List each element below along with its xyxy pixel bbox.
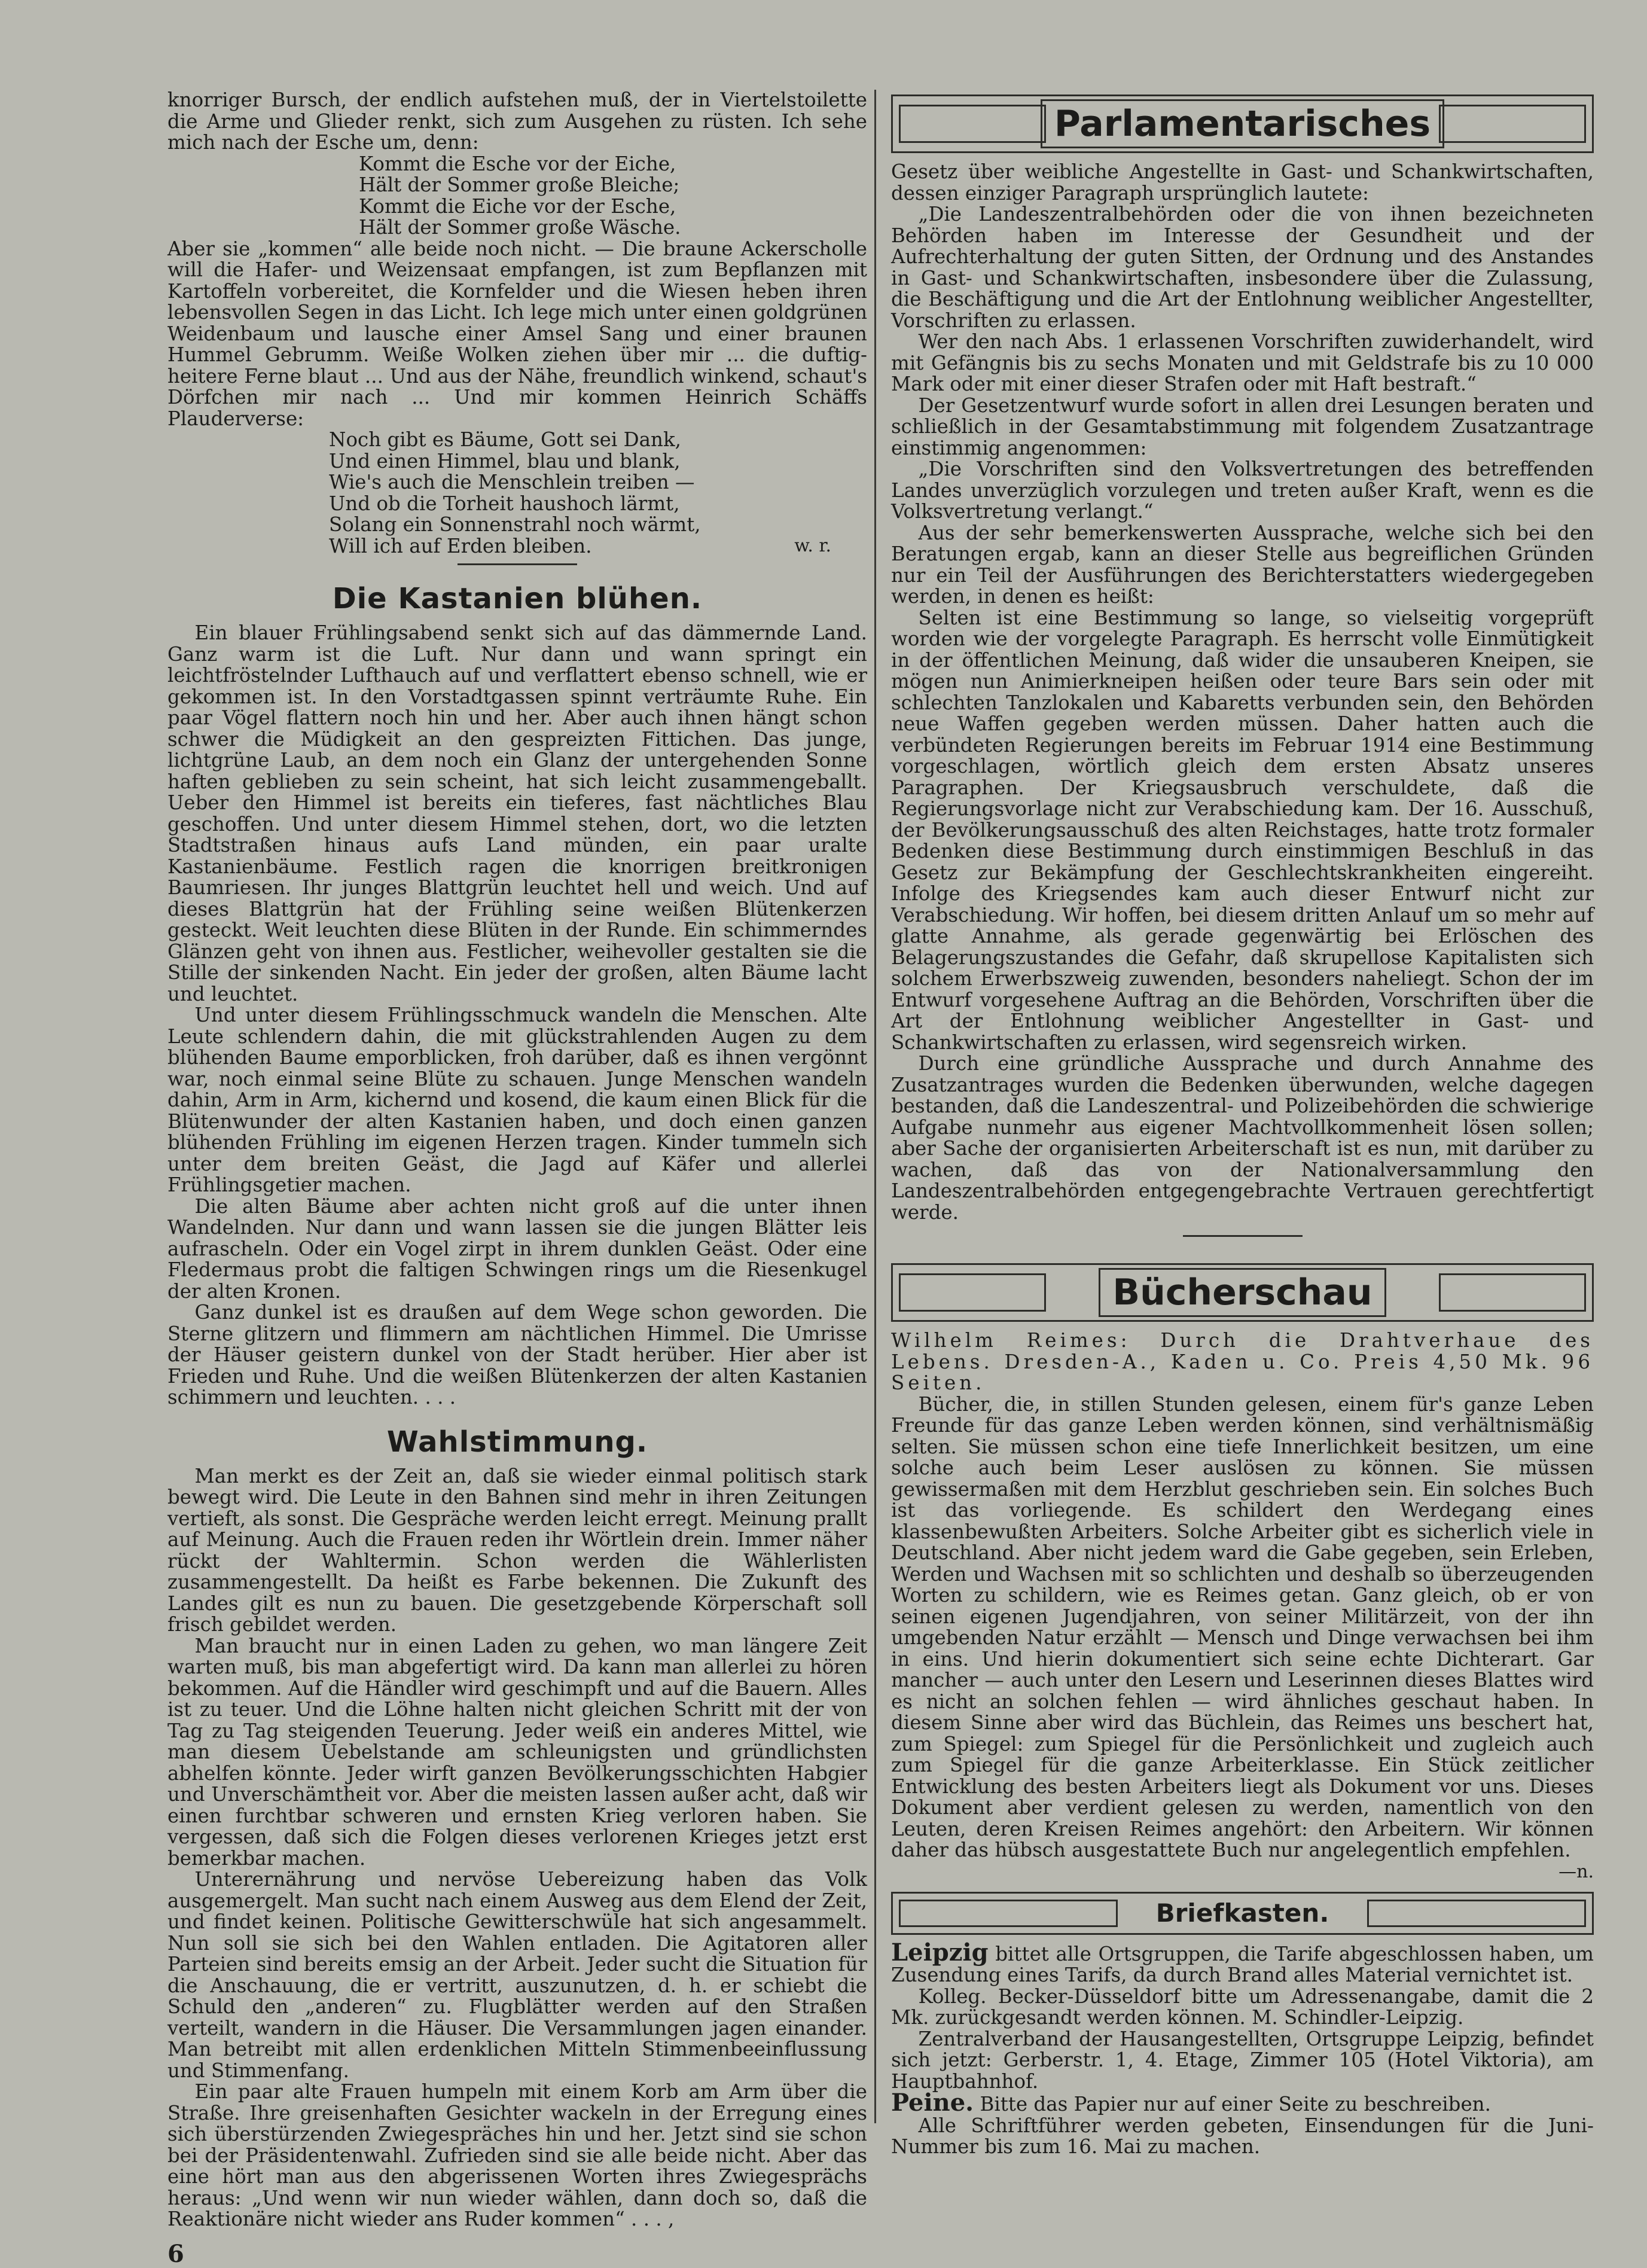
verse-line: Und ob die Torheit haushoch lärmt,	[329, 492, 680, 515]
paragraph: Man braucht nur in einen Laden zu gehen, wo man längere Zeit warten muß, bis man abgefertigt wird. Da kann man allerlei zu hören bekommen. Auf die Händler wird geschimpft und auf die Bauern. Alles ist zu teuer. Und die Löhne halten nicht gleichen Schritt mit der von Tag zu Tag steigenden Teuerung. Jeder weiß ein anderes Mittel, wie man diesem Uebelstande am schleunigsten und gründlichsten abhelfen könnte. Jeder wirft ganzen Bevölkerungsschichten Habgier und Unverschämtheit vor. Aber die meisten lassen außer acht, daß wir einen furchtbar schweren und ernsten Krieg verloren haben. Sie vergessen, daß sich die Folgen dieses verlorenen Krieges jetzt erst bemerkbar machen.	[167, 1634, 867, 1870]
verse-line: Hält der Sommer große Bleiche;	[359, 173, 680, 196]
verse-line: Wie's auch die Menschlein treiben —	[329, 471, 695, 493]
intro-paragraph: knorriger Bursch, der endlich aufstehen muß, der in Viertelstoilette die Arme und Glieder renkt, sich zum Ausgehen zu rüsten. Ich sehe mich nach der Esche um, denn:	[167, 89, 867, 154]
verse-line: Kommt die Eiche vor der Esche,	[359, 194, 676, 218]
verse-line: Solang ein Sonnenstrahl noch wärmt,	[329, 513, 701, 536]
paragraph: Der Gesetzentwurf wurde sofort in allen drei Lesungen beraten und schließlich in der Gesamtabstimmung mit folgendem Zusatzantrage einstimmig angenommen:	[891, 394, 1594, 459]
heading-wahlstimmung: Wahlstimmung.	[386, 1425, 648, 1459]
entry-text: Kolleg. Becker-Düsseldorf bitte um Adressenangabe, damit die 2 Mk. zurückgesandt werden können. M. Schindler-Leipzig.	[891, 1984, 1594, 2029]
header-frame-right	[1439, 105, 1586, 143]
header-frame-right	[1439, 1273, 1586, 1312]
section-title: Briefkasten.	[1155, 1898, 1329, 1928]
book-citation: Wilhelm Reimes: Durch die Drahtverhaue des Lebens. Dresden-A., Kaden u. Co. Preis 4,50 Mk. 96 Seiten.	[891, 1329, 1594, 1394]
paragraph: „Die Vorschriften sind den Volksvertretungen des betreffenden Landes unverzüglich vorzulegen und treten außer Kraft, wenn es die Volksvertretung verlangt.“	[891, 458, 1594, 523]
entry-text: Zentralverband der Hausangestellten, Ortsgruppe Leipzig, befindet sich jetzt: Gerberstr. 1, 4. Etage, Zimmer 105 (Hotel Viktoria), am Hauptbahnhof.	[891, 2027, 1594, 2093]
paragraph: Die alten Bäume aber achten nicht groß auf die unter ihnen Wandelnden. Nur dann und wann lassen sie die jungen Blätter leis aufrascheln. Oder ein Vogel zirpt in ihrem dunklen Geäst. Oder eine Fledermaus probt die faltigen Schwingen rings um die Riesenkugel der alten Kronen.	[167, 1194, 867, 1303]
paragraph: Aus der sehr bemerkenswerten Aussprache, welche sich bei den Beratungen ergab, kann an dieser Stelle aus begreiflichen Gründen nur ein Teil der Ausführungen des Berichterstatters wiedergegeben werden, in denen es heißt:	[891, 521, 1594, 608]
entry-text: bittet alle Ortsgruppen, die Tarife abgeschlossen haben, um Zusendung eines Tarifs, da durch Brand alles Material vernichtet ist.	[891, 1942, 1594, 1986]
paragraph: Wer den nach Abs. 1 erlassenen Vorschriften zuwiderhandelt, wird mit Gefängnis bis zu sechs Monaten und mit Geldstrafe bis zu 10 000 Mark oder mit einer dieser Strafen oder mit Haft bestraft.“	[891, 330, 1594, 395]
paragraph: Unterernährung und nervöse Uebereizung haben das Volk ausgemergelt. Man sucht nach einem Ausweg aus dem Elend der Zeit, und findet keinen. Politische Gewitterschwüle hat sich angesammelt. Nun soll sie sich bei den Wahlen entladen. Die Agitatoren aller Parteien sind bereits emsig an der Arbeit. Jeder sucht die Situation für die Anschauung, die er vertritt, auszunutzen, d. h. er schiebt die Schuld den „anderen“ zu. Flugblätter werden auf den Straßen verteilt, wandern in die Häuser. Die Versammlungen jagen einander. Man betreibt mit allen erdenklichen Mitteln Stimmenbeeinflussung und Stimmenfang.	[167, 1868, 867, 2082]
separator	[1183, 1235, 1303, 1237]
paragraph: Und unter diesem Frühlingsschmuck wandeln die Menschen. Alte Leute schlendern dahin, die mit glückstrahlenden Augen zu dem blühenden Baume emporblicken, froh darüber, daß es ihnen vergönnt war, noch einmal seine Blüte zu schauen. Junge Menschen wandeln dahin, Arm in Arm, kichernd und kosend, die kaum einen Blick für die Blütenwunder der alten Kastanien haben, und doch einen ganzen blühenden Frühling im eigenen Herzen tragen. Kinder tummeln sich unter dem breiten Geäst, die Jagd auf Käfer und allerlei Frühlingsgetier machen.	[167, 1004, 867, 1196]
verse-line: Kommt die Esche vor der Eiche,	[359, 152, 676, 175]
paragraph: Ein blauer Frühlingsabend senkt sich auf das dämmernde Land. Ganz warm ist die Luft. Nur dann und wann springt ein leichtfröstelnder Lufthauch auf und verflattert ebenso schnell, wie er gekommen ist. In den Vorstadtgassen spinnt verträumte Ruhe. Ein paar Vögel flattern noch hin und her. Aber auch ihnen hängt schon schwer die Müdigkeit an den gespreizten Fittichen. Das junge, lichtgrüne Laub, an dem noch ein Glanz der untergehenden Sonne haften geblieben zu sein scheint, hat sich leicht zusammengeballt. Ueber den Himmel ist bereits ein tieferes, fast nächtliches Blau geschoffen. Und unter diesem Himmel stehen, dort, wo die letzten Stadtstraßen hinaus aufs Land münden, ein paar uralte Kastanienbäume. Festlich ragen die knorrigen breitkronigen Baumriesen. Ihr junges Blattgrün leuchtet hell und weich. Und auf dieses Blattgrün hat der Frühling seine weißen Blütenkerzen gesteckt. Weit leuchten diese Blüten in der Runde. Ein schimmerndes Glänzen geht von ihnen aus. Festlicher, weihevoller gestalten sie die Stille der sinkenden Nacht. Ein jeder der großen, alten Bäume lacht und leuchtet.	[167, 621, 867, 1005]
section-header-parlamentarisches	[891, 94, 1594, 153]
header-frame-left	[899, 105, 1046, 143]
letter-entry	[891, 2089, 1594, 2117]
letter-entry	[891, 2115, 1594, 2158]
paragraph: Aber sie „kommen“ alle beide noch nicht. — Die braune Ackerscholle will die Hafer- und Weizensaat empfangen, ist zum Bepflanzen mit Kartoffeln vorbereitet, die Kornfelder und die Wiesen heben ihren lebensvollen Segen in das Licht. Ich lege mich unter einen goldgrünen Weidenbaum und lausche einer Amsel Sang und einer braunen Hummel Gebrumm. Weiße Wolken ziehen über mir ... die duftig-heitere Ferne blaut ... Und aus der Nähe, freundlich winkend, schaut's Dörfchen mir nach ... Und mir kommen Heinrich Schäffs Plauderverse:	[167, 237, 867, 430]
heading-kastanien: Die Kastanien blühen.	[332, 582, 703, 615]
letter-entry	[891, 1938, 1594, 1986]
header-frame-left	[899, 1273, 1046, 1312]
letter-entry	[891, 1986, 1594, 2029]
signature: w. r.	[794, 535, 831, 556]
section-header-buecherschau	[891, 1263, 1594, 1322]
entry-head: Peine.	[891, 2089, 974, 2117]
verse-line: Hält der Sommer große Wäsche.	[359, 216, 681, 239]
letter-entry	[891, 2029, 1594, 2093]
paragraph: Durch eine gründliche Aussprache und durch Annahme des Zusatzantrages wurden die Bedenken überwunden, welche dagegen bestanden, daß die Landeszentral- und Polizeibehörden die schwierige Aufgabe nunmehr aus eigener Machtvollkommenheit lösen sollen; aber Sache der organisierten Arbeiterschaft ist es nun, mit darüber zu wachen, daß das von der Nationalversammlung den Landeszentralbehörden entgegengebrachte Vertrauen gerechtfertigt werde.	[891, 1052, 1594, 1224]
left-column	[167, 90, 867, 2268]
verse-line: Und einen Himmel, blau und blank,	[329, 449, 681, 472]
paragraph: Ein paar alte Frauen humpeln mit einem Korb am Arm über die Straße. Ihre greisenhaften Gesichter wackeln in der Erregung eines sich überstürzenden Zwiegespräches hin und her. Jetzt sind sie schon bei der Präsidentenwahl. Zufrieden sind sie alle beide nicht. Aber das eine hört man aus den abgerissenen Worten ihres Zwiegesprächs heraus: „Und wenn wir nun wieder wählen, dann doch so, daß die Reaktionäre nicht wieder ans Ruder kommen“ . . . ,	[167, 2080, 867, 2230]
separator	[458, 563, 577, 565]
paragraph: Selten ist eine Bestimmung so lange, so vielseitig vorgeprüft worden wie der vorgelegte Paragraph. Es herrscht volle Einmütigkeit in der öffentlichen Meinung, daß wider die unsauberen Kneipen, sie mögen nun Animierkneipen heißen oder teure Bars sein oder mit schlechten Tanzlokalen und Kabaretts verbunden sein, den Behörden neue Waffen gegeben werden müssen. Daher hatten auch die verbündeten Regierungen bereits im Februar 1914 eine Bestimmung vorgeschlagen, wörtlich gleich dem ersten Absatz unseres Paragraphen. Der Kriegsausbruch verschuldete, daß die Regierungsvorlage nicht zur Verabschiedung kam. Der 16. Ausschuß, der Bevölkerungsausschuß des alten Reichstages, hatte trotz formaler Bedenken diese Bestimmung durch einstimmigen Beschluß in das Gesetz zur Bekämpfung der Geschlechtskrankheiten eingereiht. Infolge des Kriegsendes kam auch dieser Entwurf nicht zur Verabschiedung. Wir hoffen, bei diesem dritten Anlauf um so mehr auf glatte Annahme, als gerade gegenwärtig bei Erlöschen des Belagerungszustandes die Gefahr, daß skrupellose Kapitalisten sich solchem Erwerbszweig zuwenden, besonders naheliegt. Schon der im Entwurf vorgesehene Auftrag an die Behörden, Vorschriften über die Art der Entlohnung weiblicher Angestellter in Gast- und Schankwirtschaften zu erlassen, wird segensreich wirken.	[891, 606, 1594, 1054]
column-divider	[874, 90, 876, 2123]
page-number: 6	[167, 2239, 184, 2268]
section-title: Parlamentarisches	[1041, 99, 1444, 148]
header-frame-right	[1367, 1900, 1586, 1927]
section-header-briefkasten	[891, 1892, 1594, 1935]
right-column	[891, 94, 1594, 2158]
verse-line: Will ich auf Erden bleiben.	[329, 534, 592, 557]
paragraph: Man merkt es der Zeit an, daß sie wieder einmal politisch stark bewegt wird. Die Leute in den Bahnen sind mehr in ihren Zeitungen vertieft, als sonst. Die Gespräche werden leicht erregt. Meinung prallt auf Meinung. Auch die Frauen reden ihr Wörtlein drein. Immer näher rückt der Wahltermin. Schon werden die Wählerlisten zusammengestellt. Da heißt es Farbe bekennen. Die Zukunft des Landes gilt es nun zu bauen. Die gesetzgebende Körperschaft soll frisch gebildet werden.	[167, 1464, 867, 1636]
paragraph: Bücher, die, in stillen Stunden gelesen, einem für's ganze Leben Freunde für das ganze Leben werden können, sind verhältnismäßig selten. Sie müssen schon eine tiefe Innerlichkeit besitzen, um eine solche auch beim Leser auslösen zu können. Sie müssen gewissermaßen mit dem Herzblut geschrieben sein. Ein solches Buch ist das vorliegende. Es schildert den Werdegang eines klassenbewußten Arbeiters. Solche Arbeiter gibt es sicherlich viele in Deutschland. Aber nicht jedem ward die Gabe gegeben, sein Erleben, Werden und Wachsen mit so schlichten und deshalb so überzeugenden Worten zu schildern, wie es Reimes getan. Ganz gleich, ob er von seinen eigenen Jugendjahren, von seiner Militärzeit, von der ihn umgebenden Natur erzählt — Mensch und Dinge verwachsen bei ihm in eins. Und hierin dokumentiert sich seine echte Dichterart. Gar mancher — auch unter den Lesern und Leserinnen dieses Blattes wird es nicht an solchen fehlen — wird ähnliches geschaut haben. In diesem Sinne aber wird das Büchlein, das Reimes uns beschert hat, zum Spiegel: zum Spiegel für die Persönlichkeit und zugleich auch zum Spiegel für die ganze Arbeiterklasse. Ein Stück zeitlicher Entwicklung des besten Arbeiters liegt als Dokument vor uns. Dieses Dokument aber verdient gelesen zu werden, namentlich von den Leuten, deren Kreisen Reimes angehört: den Arbeitern. Wir können daher das hübsch ausgestattete Buch nur angelegentlich empfehlen.	[891, 1392, 1594, 1861]
header-frame-left	[899, 1900, 1118, 1927]
verse-line: Noch gibt es Bäume, Gott sei Dank,	[329, 428, 682, 451]
signature: —n.	[1558, 1861, 1594, 1882]
paragraph: Ganz dunkel ist es draußen auf dem Wege schon geworden. Die Sterne glitzern und flimmern am nächtlichen Himmel. Die Umrisse der Häuser geistern dunkel von der Stadt herüber. Hier aber ist Frieden und Ruhe. Und die weißen Blütenkerzen der alten Kastanien schimmern und leuchten. . . .	[167, 1301, 867, 1409]
paragraph: Gesetz über weibliche Angestellte in Gast- und Schankwirtschaften, dessen einziger Paragraph ursprünglich lautete:	[891, 160, 1594, 205]
entry-head: Leipzig	[891, 1938, 989, 1967]
entry-text: Bitte das Papier nur auf einer Seite zu beschreiben.	[974, 2093, 1491, 2115]
section-title: Bücherschau	[1099, 1268, 1386, 1317]
verse-esche	[167, 154, 867, 239]
entry-text: Alle Schriftführer werden gebeten, Einsendungen für die Juni-Nummer bis zum 16. Mai zu machen.	[891, 2114, 1594, 2158]
paragraph: „Die Landeszentralbehörden oder die von ihnen bezeichneten Behörden haben im Interesse der Gesundheit und der Aufrechterhaltung der guten Sitten, der Ordnung und des Anstandes in Gast- und Schankwirtschaften, insbesondere über die Zulassung, die Beschäftigung und die Art der Entlohnung weiblicher Angestellter, Vorschriften zu erlassen.	[891, 203, 1594, 332]
